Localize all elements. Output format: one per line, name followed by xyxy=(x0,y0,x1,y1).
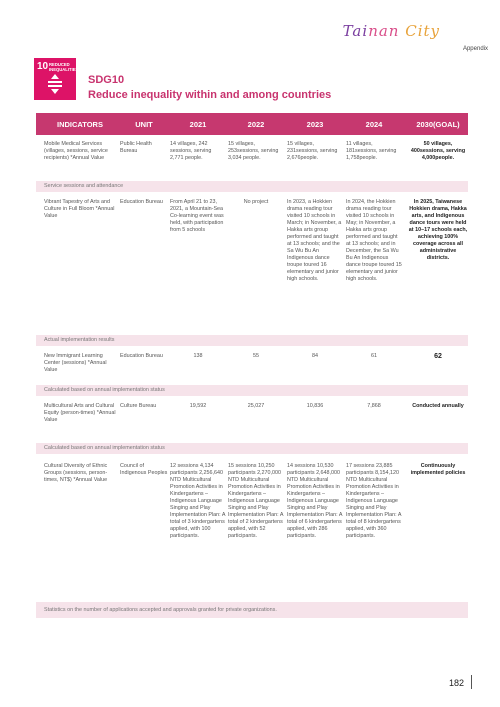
value-2021: 12 sessions 4,134 participants 2,256,640 NTD Multicultural Promotion Activities in Kindergartens – Indigenous Language Singing and Play Implementation Plan: A total of 3 kindergartens applied, with 100 participants. xyxy=(170,463,226,539)
value-goal: 62 xyxy=(434,353,442,360)
sdg10-badge xyxy=(34,58,79,100)
value-2021: 138 xyxy=(193,353,203,359)
table-row xyxy=(36,141,468,177)
value-2024: 61 xyxy=(371,353,377,359)
footer-note: Statistics on the number of applications accepted and approvals granted for private organizations. xyxy=(36,602,468,618)
sdg-number: 10 xyxy=(37,61,49,72)
indicator-cell: New Immigrant Learning Center (sessions) *Annual Value xyxy=(44,353,107,373)
row-note: Service sessions and attendance xyxy=(36,181,468,192)
value-2021: From April 21 to 23, 2021, a Mountain-Sea Co-learning event was held, with participation from 5 schools xyxy=(170,199,224,233)
unit-cell: Education Bureau xyxy=(120,353,163,359)
unit-cell: Council of Indigenous Peoples xyxy=(120,463,168,476)
indicator-cell: Mobile Medical Services (villages, sessions, service recipients) *Annual Value xyxy=(44,141,108,161)
sdg-badge-text: REDUCED INEQUALITIES xyxy=(49,62,79,72)
value-2022: No project xyxy=(243,199,269,205)
logo-part-2: nan xyxy=(368,22,400,40)
sdg-title: SDG10 xyxy=(88,74,125,86)
indicator-cell: Vibrant Tapestry of Arts and Culture in Full Bloom *Annual Value xyxy=(44,199,115,219)
indicator-table xyxy=(36,113,468,539)
header-2022: 2022 xyxy=(247,119,265,129)
unit-cell: Culture Bureau xyxy=(120,403,157,409)
value-2023: 10,836 xyxy=(306,403,324,409)
appendix-label: Appendix xyxy=(462,46,488,52)
indicator-cell: Multicultural Arts and Cultural Equity (person-times) *Annual Value xyxy=(44,403,116,423)
unit-cell: Public Health Bureau xyxy=(120,141,152,154)
value-2022: 25,027 xyxy=(247,403,265,409)
value-goal: Conducted annually xyxy=(412,403,464,409)
value-2024: In 2024, the Hokkien drama reading tour visited 10 schools in May; in November, a Hakka arts group performed and taught at 13 schools; and in December, the Sa Wu Bu An Indigenous dance troupe toured 15 elementary and junior high schools. xyxy=(346,199,402,282)
tainan-city-logo xyxy=(343,22,440,40)
table-row xyxy=(36,463,468,591)
table-header xyxy=(36,113,468,135)
value-goal: 50 villages, 400sessions, serving 4,000people. xyxy=(410,141,466,161)
value-2023: 84 xyxy=(312,353,318,359)
value-2024: 7,868 xyxy=(367,403,381,409)
logo-part-3: City xyxy=(399,22,440,40)
value-2023: 15 villages, 231sessions, serving 2,676people. xyxy=(287,141,338,161)
value-2021: 14 villages, 242 sessions, serving 2,771 people. xyxy=(170,141,212,161)
value-2024: 11 villages, 181sessions, serving 1,758people. xyxy=(346,141,397,161)
value-2024: 17 sessions 23,885 participants 8,154,120 NTD Multicultural Promotion Activities in Kindergartens – Indigenous Language Singing and Play Implementation Plan: A total of 8 kindergartens applied, with 360 participants. xyxy=(346,463,402,539)
row-note: Calculated based on annual implementation status xyxy=(36,385,468,396)
indicator-cell: Cultural Diversity of Ethnic Groups (sessions, person-times, NT$) *Annual Value xyxy=(44,463,108,483)
value-2022: 15 sessions 10,250 participants 2,270,000 NTD Multicultural Promotion Activities in Kindergartens – Indigenous Language Singing and Play Implementation Plan: A total of 2 kindergartens applied, with 52 participants. xyxy=(228,463,284,539)
header-indicators: INDICATORS xyxy=(57,119,103,129)
value-2022: 55 xyxy=(253,353,259,359)
table-row xyxy=(36,403,468,437)
sdg-subtitle: Reduce inequality within and among countries xyxy=(88,89,332,101)
value-2023: In 2023, a Hokkien drama reading tour visited 10 schools in March; in November, a Hakka arts group performed and taught at 13 schools; and the Sa Wu Bu An Indigenous dance troupe toured 16 elementary and junior high schools. xyxy=(287,199,342,282)
table-row xyxy=(36,353,468,379)
logo-part-1: Tai xyxy=(342,22,369,40)
unit-cell: Education Bureau xyxy=(120,199,163,205)
value-2023: 14 sessions 10,530 participants 2,648,000 NTD Multicultural Promotion Activities in Kindergartens – Indigenous Language Singing and Play Implementation Plan: A total of 6 kindergartens applied, with 286 participants. xyxy=(287,463,343,539)
value-2022: 15 villages, 253sessions, serving 3,034 people. xyxy=(228,141,279,161)
header-goal: 2030(GOAL) xyxy=(416,119,460,129)
page-number: 182 xyxy=(448,678,464,688)
table-row xyxy=(36,199,468,331)
value-2021: 19,592 xyxy=(189,403,207,409)
row-note: Actual implementation results xyxy=(36,335,468,346)
header-2023: 2023 xyxy=(306,119,324,129)
header-2024: 2024 xyxy=(365,119,383,129)
value-goal: Continuously implemented policies xyxy=(410,463,466,476)
row-note: Calculated based on annual implementation status xyxy=(36,443,468,454)
value-goal: In 2025, Taiwanese Hokkien drama, Hakka arts, and Indigenous dance tours were held at 10–17 schools each, achieving 100% coverage across all administrative districts. xyxy=(408,199,468,261)
header-2021: 2021 xyxy=(189,119,207,129)
header-unit: UNIT xyxy=(135,119,153,129)
page-divider xyxy=(471,675,472,689)
equality-icon xyxy=(47,74,63,94)
